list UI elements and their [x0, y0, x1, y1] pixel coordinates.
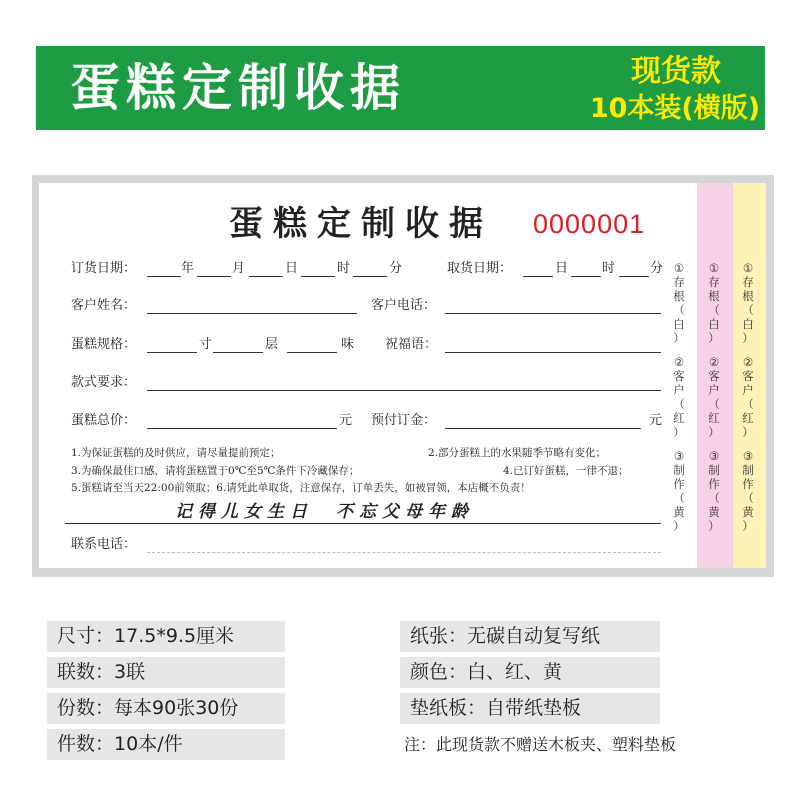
- copy-sheet-yellow: [730, 183, 766, 568]
- style-requirement-field[interactable]: [147, 390, 661, 391]
- order-minute-field[interactable]: [353, 276, 387, 277]
- pickup-day-field[interactable]: [523, 276, 553, 277]
- hour-unit: 时: [337, 261, 351, 276]
- month-unit: 月: [232, 261, 246, 276]
- pickup-hour-field[interactable]: [571, 276, 601, 277]
- order-day-field[interactable]: [249, 276, 283, 277]
- greeting-field[interactable]: [445, 352, 661, 353]
- order-date-label: 订货日期：: [71, 261, 137, 276]
- receipt-number: 0000001: [533, 209, 646, 239]
- copy-label-stub-white: ① 存 根 （ 白 ）: [673, 261, 685, 345]
- pickup-date-label: 取货日期：: [447, 261, 513, 276]
- spec-count: 份数：每本90张30份: [47, 693, 285, 724]
- receipt-slogan: 记得儿女生日 不忘父母年龄: [175, 502, 474, 522]
- title-banner: [36, 46, 765, 130]
- note-5: 5.蛋糕请至当天22:00前领取；6.请凭此单取货，注意保存，订单丢失，如被冒领，本店概不负责！: [71, 482, 531, 494]
- banner-pack-label: 10本装(横版): [589, 93, 761, 124]
- receipt-form: [39, 183, 697, 568]
- customer-phone-field[interactable]: [445, 313, 661, 314]
- day-unit: 日: [285, 261, 299, 276]
- terms-notes: [71, 445, 629, 498]
- deposit-field[interactable]: [445, 428, 641, 429]
- spec-paper: 纸张：无碳自动复写纸: [400, 621, 660, 652]
- note-1: 1.为保证蛋糕的及时供应，请尽量提前预定；: [71, 447, 281, 459]
- minute-unit: 分: [389, 261, 403, 276]
- copy-label-customer-yellow: ② 客 户 （ 红 ）: [742, 355, 754, 439]
- banner-stock-label: 现货款: [631, 54, 721, 89]
- note-4: 4.已订好蛋糕，一律不退；: [503, 464, 629, 477]
- customer-name-field[interactable]: [147, 313, 357, 314]
- banner-badge: [589, 48, 766, 128]
- pickup-hour-unit: 时: [602, 261, 616, 276]
- spec-pad: 垫纸板：自带纸垫板: [400, 693, 660, 724]
- spec-note: 注：此现货款不赠送木板夹、塑料垫板: [404, 735, 677, 754]
- copy-label-customer-white: ② 客 户 （ 红 ）: [673, 355, 685, 439]
- banner-title: 蛋糕定制收据: [70, 59, 406, 117]
- receipt-title: 蛋糕定制收据: [229, 204, 493, 244]
- pickup-day-unit: 日: [555, 261, 569, 276]
- customer-name-label: 客户姓名：: [71, 298, 137, 313]
- layer-unit: 层: [265, 337, 279, 352]
- copy-label-production-white: ③ 制 作 （ 黄 ）: [673, 449, 685, 533]
- copy-label-customer-pink: ② 客 户 （ 红 ）: [708, 355, 720, 439]
- flavor-unit: 味: [341, 337, 355, 352]
- spec-copies: 联数：3联: [47, 657, 285, 688]
- order-year-field[interactable]: [147, 276, 181, 277]
- note-3: 3.为确保最佳口感，请将蛋糕置于0℃至5℃条件下冷藏保存；: [71, 464, 360, 477]
- copy-label-stub-yellow: ① 存 根 （ 白 ）: [742, 261, 754, 345]
- style-requirement-label: 款式要求：: [71, 375, 137, 390]
- order-hour-field[interactable]: [301, 276, 335, 277]
- spec-pieces: 件数：10本/件: [47, 729, 285, 760]
- spec-color: 颜色：白、红、黄: [400, 657, 660, 688]
- deposit-yuan-unit: 元: [649, 413, 663, 428]
- contact-phone-field[interactable]: [147, 552, 661, 553]
- total-price-label: 蛋糕总价：: [71, 413, 137, 428]
- cake-spec-label: 蛋糕规格：: [71, 337, 137, 352]
- inch-unit: 寸: [199, 337, 213, 352]
- order-month-field[interactable]: [197, 276, 231, 277]
- copy-sheet-pink: [697, 183, 733, 568]
- copy-label-production-yellow: ③ 制 作 （ 黄 ）: [742, 449, 754, 533]
- deposit-label: 预付订金：: [371, 413, 437, 428]
- copy-label-stub-pink: ① 存 根 （ 白 ）: [708, 261, 720, 345]
- cake-inch-field[interactable]: [147, 352, 197, 353]
- contact-phone-label: 联系电话：: [71, 537, 137, 552]
- copy-label-production-pink: ③ 制 作 （ 黄 ）: [708, 449, 720, 533]
- cake-flavor-field[interactable]: [287, 352, 337, 353]
- spec-size: 尺寸：17.5*9.5厘米: [47, 621, 285, 652]
- pickup-minute-unit: 分: [650, 261, 664, 276]
- greeting-label: 祝福语：: [385, 337, 438, 352]
- cake-layer-field[interactable]: [213, 352, 263, 353]
- total-yuan-unit: 元: [339, 413, 353, 428]
- slogan-divider: [65, 523, 661, 524]
- customer-phone-label: 客户电话：: [371, 298, 437, 313]
- year-unit: 年: [181, 261, 195, 276]
- total-price-field[interactable]: [147, 428, 337, 429]
- pickup-minute-field[interactable]: [619, 276, 649, 277]
- note-2: 2.部分蛋糕上的水果随季节略有变化；: [428, 447, 607, 459]
